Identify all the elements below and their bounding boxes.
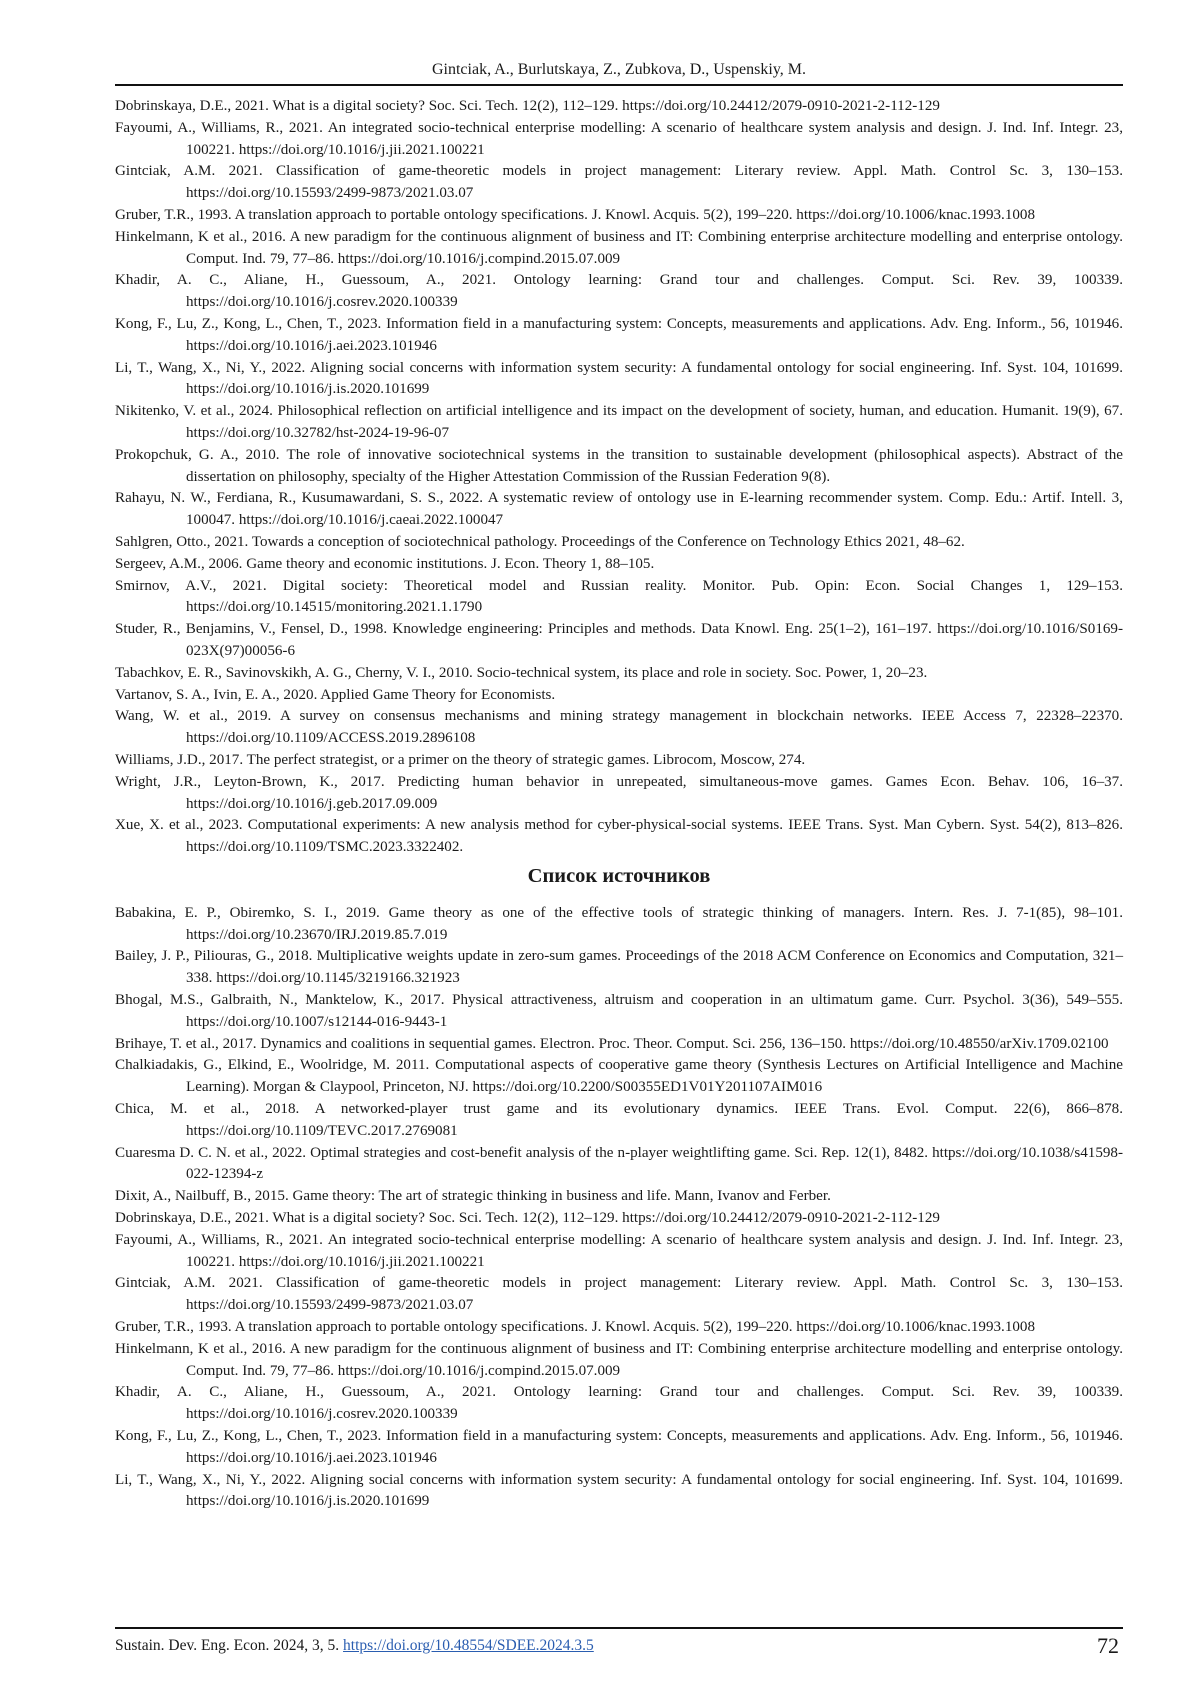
- reference-entry: Bailey, J. P., Piliouras, G., 2018. Multiplicative weights update in zero-sum games. Proceedings of the 2018 ACM Conference on Economics and Computation, 321–338. https://doi.org/10.1145/3219166.321923: [115, 948, 1123, 987]
- reference-entry: Kong, F., Lu, Z., Kong, L., Chen, T., 2023. Information field in a manufacturing system: Concepts, measurements and applications. Adv. Eng. Inform., 56, 101946. https://doi.org/10.1016/j.aei.2023.101946: [115, 315, 1123, 354]
- journal-citation: Sustain. Dev. Eng. Econ. 2024, 3, 5.: [115, 1637, 340, 1654]
- reference-entry: Williams, J.D., 2017. The perfect strategist, or a primer on the theory of strategic games. Librocom, Moscow, 274.: [115, 751, 806, 768]
- reference-entry: Dixit, A., Nailbuff, B., 2015. Game theory: The art of strategic thinking in business and life. Mann, Ivanov and Ferber.: [115, 1188, 831, 1205]
- reference-entry: Sergeev, A.M., 2006. Game theory and economic institutions. J. Econ. Theory 1, 88–105.: [115, 555, 655, 572]
- reference-entry: Babakina, E. P., Obiremko, S. I., 2019. Game theory as one of the effective tools of strategic thinking of managers. Intern. Res. J. 7-1(85), 98–101. https://doi.org/10.23670/IRJ.2019.85.7.019: [115, 904, 1123, 943]
- reference-entry: Hinkelmann, K et al., 2016. A new paradigm for the continuous alignment of business and IT: Combining enterprise architecture modelling and enterprise ontology. Comput. Ind. 79, 77–86. https://doi.org/10.1016/j.compind.2015.07.009: [115, 1340, 1123, 1379]
- reference-list-sources: [115, 903, 1123, 1513]
- reference-entry: Vartanov, S. A., Ivin, E. A., 2020. Applied Game Theory for Economists.: [115, 686, 556, 703]
- reference-list-english: [115, 96, 1123, 859]
- reference-entry: Sahlgren, Otto., 2021. Towards a conception of sociotechnical pathology. Proceedings of the Conference on Technology Ethics 2021, 48–62.: [115, 533, 965, 550]
- doi-link[interactable]: https://doi.org/10.48554/SDEE.2024.3.5: [343, 1637, 594, 1654]
- reference-entry: Li, T., Wang, X., Ni, Y., 2022. Aligning social concerns with information system security: A fundamental ontology for social engineering. Inf. Syst. 104, 101699. https://doi.org/10.1016/j.is.2020.101699: [115, 359, 1123, 398]
- footer-citation: [115, 1637, 594, 1655]
- header-rule: [115, 84, 1123, 86]
- reference-entry: Rahayu, N. W., Ferdiana, R., Kusumawardani, S. S., 2022. A systematic review of ontology use in E-learning recommender system. Comp. Edu.: Artif. Intell. 3, 100047. https://doi.org/10.1016/j.caeai.2022.100047: [115, 490, 1123, 529]
- reference-entry: Brihaye, T. et al., 2017. Dynamics and coalitions in sequential games. Electron. Proc. Theor. Comput. Sci. 256, 136–150. https://doi.org/10.48550/arXiv.1709.02100: [115, 1035, 1109, 1052]
- reference-entry: Dobrinskaya, D.E., 2021. What is a digital society? Soc. Sci. Tech. 12(2), 112–129. https://doi.org/10.24412/2079-0910-2021-2-112-129: [115, 1210, 940, 1227]
- footer-rule: [115, 1627, 1123, 1629]
- reference-entry: Cuaresma D. C. N. et al., 2022. Optimal strategies and cost-benefit analysis of the n-player weightlifting game. Sci. Rep. 12(1), 8482. https://doi.org/10.1038/s41598-022-12394-z: [115, 1144, 1123, 1183]
- reference-entry: Fayoumi, A., Williams, R., 2021. An integrated socio-technical enterprise modelling: A scenario of healthcare system analysis and design. J. Ind. Inf. Integr. 23, 100221. https://doi.org/10.1016/j.jii.2021.100221: [115, 119, 1123, 158]
- reference-entry: Li, T., Wang, X., Ni, Y., 2022. Aligning social concerns with information system security: A fundamental ontology for social engineering. Inf. Syst. 104, 101699. https://doi.org/10.1016/j.is.2020.101699: [115, 1471, 1123, 1510]
- reference-entry: Fayoumi, A., Williams, R., 2021. An integrated socio-technical enterprise modelling: A scenario of healthcare system analysis and design. J. Ind. Inf. Integr. 23, 100221. https://doi.org/10.1016/j.jii.2021.100221: [115, 1231, 1123, 1270]
- running-header: Gintciak, A., Burlutskaya, Z., Zubkova, D., Uspenskiy, M.: [431, 61, 807, 78]
- reference-entry: Wright, J.R., Leyton-Brown, K., 2017. Predicting human behavior in unrepeated, simultaneous-move games. Games Econ. Behav. 106, 16–37. https://doi.org/10.1016/j.geb.2017.09.009: [115, 773, 1123, 812]
- reference-entry: Tabachkov, E. R., Savinovskikh, A. G., Cherny, V. I., 2010. Socio-technical system, its place and role in society. Soc. Power, 1, 20–23.: [115, 664, 928, 681]
- reference-entry: Chalkiadakis, G., Elkind, E., Woolridge, M. 2011. Computational aspects of cooperative game theory (Synthesis Lectures on Artificial Intelligence and Machine Learning). Morgan & Claypool, Princeton, NJ. https://doi.org/10.2200/S00355ED1V01Y201107AIM016: [115, 1057, 1123, 1096]
- reference-entry: Gintciak, A.M. 2021. Classification of game-theoretic models in project management: Literary review. Appl. Math. Control Sc. 3, 130–153. https://doi.org/10.15593/2499-9873/2021.03.07: [115, 163, 1123, 202]
- reference-entry: Chica, M. et al., 2018. A networked-player trust game and its evolutionary dynamics. IEEE Trans. Evol. Comput. 22(6), 866–878. https://doi.org/10.1109/TEVC.2017.2769081: [115, 1101, 1123, 1139]
- reference-entry: Smirnov, A.V., 2021. Digital society: Theoretical model and Russian reality. Monitor. Pub. Opin: Econ. Social Changes 1, 129–153. https://doi.org/10.14515/monitoring.2021.1.1790: [115, 577, 1123, 616]
- reference-entry: Nikitenko, V. et al., 2024. Philosophical reflection on artificial intelligence and its impact on the development of society, human, and education. Humanit. 19(9), 67. https://doi.org/10.32782/hst-2024-19-96-07: [115, 403, 1123, 441]
- page-number: 72: [1097, 1633, 1119, 1658]
- reference-entry: Khadir, A. C., Aliane, H., Guessoum, A., 2021. Ontology learning: Grand tour and challenges. Comput. Sci. Rev. 39, 100339. https://doi.org/10.1016/j.cosrev.2020.100339: [115, 1384, 1123, 1423]
- page-footer: [115, 1627, 1123, 1659]
- reference-entry: Gruber, T.R., 1993. A translation approach to portable ontology specifications. J. Knowl. Acquis. 5(2), 199–220. https://doi.org/10.1006/knac.1993.1008: [115, 206, 1036, 223]
- page: [115, 60, 1123, 1513]
- reference-entry: Wang, W. et al., 2019. A survey on consensus mechanisms and mining strategy management in blockchain networks. IEEE Access 7, 22328–22370. https://doi.org/10.1109/ACCESS.2019.2896108: [115, 708, 1123, 747]
- section-title: Список источников: [527, 864, 711, 887]
- reference-entry: Prokopchuk, G. A., 2010. The role of innovative sociotechnical systems in the transition to sustainable development (philosophical aspects). Abstract of the dissertation on philosophy, specialty of the Higher Attestation Commission of the Russian Federation 9(8).: [115, 446, 1123, 485]
- reference-entry: Bhogal, M.S., Galbraith, N., Manktelow, K., 2017. Physical attractiveness, altruism and cooperation in an ultimatum game. Curr. Psychol. 3(36), 549–555. https://doi.org/10.1007/s12144-016-9443-1: [115, 992, 1123, 1030]
- reference-entry: Xue, X. et al., 2023. Computational experiments: A new analysis method for cyber-physical-social systems. IEEE Trans. Syst. Man Cybern. Syst. 54(2), 813–826. https://doi.org/10.1109/TSMC.2023.3322402.: [115, 817, 1123, 856]
- reference-entry: Gintciak, A.M. 2021. Classification of game-theoretic models in project management: Literary review. Appl. Math. Control Sc. 3, 130–153. https://doi.org/10.15593/2499-9873/2021.03.07: [115, 1275, 1123, 1314]
- reference-entry: Studer, R., Benjamins, V., Fensel, D., 1998. Knowledge engineering: Principles and methods. Data Knowl. Eng. 25(1–2), 161–197. https://doi.org/10.1016/S0169-023X(97)00056-6: [115, 621, 1123, 659]
- reference-entry: Gruber, T.R., 1993. A translation approach to portable ontology specifications. J. Knowl. Acquis. 5(2), 199–220. https://doi.org/10.1006/knac.1993.1008: [115, 1319, 1036, 1336]
- reference-entry: Khadir, A. C., Aliane, H., Guessoum, A., 2021. Ontology learning: Grand tour and challenges. Comput. Sci. Rev. 39, 100339. https://doi.org/10.1016/j.cosrev.2020.100339: [115, 272, 1123, 311]
- reference-entry: Kong, F., Lu, Z., Kong, L., Chen, T., 2023. Information field in a manufacturing system: Concepts, measurements and applications. Adv. Eng. Inform., 56, 101946. https://doi.org/10.1016/j.aei.2023.101946: [115, 1428, 1123, 1466]
- footer-row: [115, 1633, 1123, 1659]
- reference-entry: Hinkelmann, K et al., 2016. A new paradigm for the continuous alignment of business and IT: Combining enterprise architecture modelling and enterprise ontology. Comput. Ind. 79, 77–86. https://doi.org/10.1016/j.compind.2015.07.009: [115, 228, 1123, 267]
- reference-entry: Dobrinskaya, D.E., 2021. What is a digital society? Soc. Sci. Tech. 12(2), 112–129. https://doi.org/10.24412/2079-0910-2021-2-112-129: [115, 98, 940, 114]
